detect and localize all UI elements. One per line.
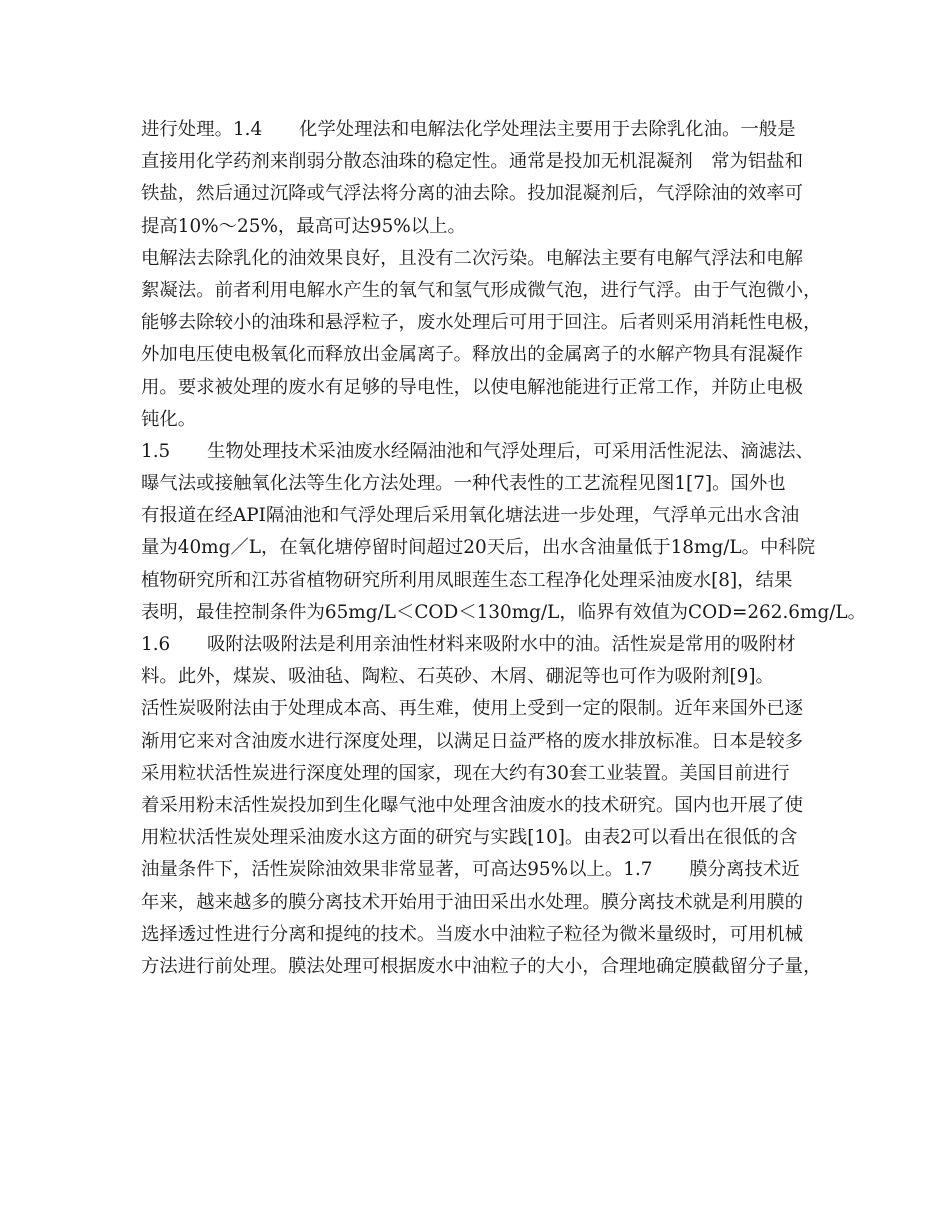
text-line: 外加电压使电极氧化而释放出金属离子。释放出的金属离子的水解产物具有混凝作: [141, 344, 804, 366]
text-line: 活性炭吸附法由于处理成本高、再生难，使用上受到一定的限制。近年来国外已逐: [141, 698, 804, 720]
text-line: 直接用化学药剂来削弱分散态油珠的稳定性。通常是投加无机混凝剂 常为铝盐和: [141, 151, 804, 173]
text-line: 选择透过性进行分离和提纯的技术。当废水中油粒子粒径为微米量级时，可用机械: [141, 923, 804, 945]
text-line: 用粒状活性炭处理采油废水这方面的研究与实践[10]。由表2可以看出在很低的含: [141, 827, 798, 849]
text-line: 进行处理。1.4 化学处理法和电解法化学处理法主要用于去除乳化油。一般是: [141, 119, 796, 140]
text-line: 铁盐，然后通过沉降或气浮法将分离的油去除。投加混凝剂后，气浮除油的效率可: [141, 183, 804, 205]
text-line: 方法进行前处理。膜法处理可根据废水中油粒子的大小，合理地确定膜截留分子量，: [141, 955, 822, 977]
text-line: 表明，最佳控制条件为65mg/L＜COD＜130mg/L，临界有效值为COD=262.6mg/L。: [141, 601, 867, 623]
text-line: 絮凝法。前者利用电解水产生的氧气和氢气形成微气泡，进行气浮。由于气泡微小，: [141, 279, 822, 301]
text-line: 油量条件下，活性炭除油效果非常显著，可高达95%以上。1.7 膜分离技术近: [141, 859, 800, 881]
text-line: 提高10%～25%，最高可达95%以上。: [141, 215, 466, 237]
text-line: 年来，越来越多的膜分离技术开始用于油田采出水处理。膜分离技术就是利用膜的: [141, 891, 804, 913]
text-line: 钝化。: [141, 408, 197, 430]
text-line: 采用粒状活性炭进行深度处理的国家，现在大约有30套工业装置。美国目前进行: [141, 762, 790, 784]
text-line: 植物研究所和江苏省植物研究所利用凤眼莲生态工程净化处理采油废水[8]，结果: [141, 569, 793, 591]
text-line: 用。要求被处理的废水有足够的导电性，以使电解池能进行正常工作，并防止电极: [141, 376, 804, 398]
text-line: 1.5 生物处理技术采油废水经隔油池和气浮处理后，可采用活性泥法、滴滤法、: [141, 440, 814, 462]
text-line: 量为40mg／L，在氧化塘停留时间超过20天后，出水含油量低于18mg/L。中科院: [141, 537, 816, 559]
text-line: 渐用它来对含油废水进行深度处理，以满足日益严格的废水排放标准。日本是较多: [141, 730, 804, 752]
text-line: 有报道在经API隔油池和气浮处理后采用氧化塘法进一步处理，气浮单元出水含油: [141, 505, 800, 527]
text-line: 着采用粉末活性炭投加到生化曝气池中处理含油废水的技术研究。国内也开展了使: [141, 794, 804, 816]
document-body: [141, 114, 867, 983]
text-line: 料。此外，煤炭、吸油毡、陶粒、石英砂、木屑、硼泥等也可作为吸附剂[9]。: [141, 666, 774, 688]
text-line: 曝气法或接触氧化法等生化方法处理。一种代表性的工艺流程见图1[7]。国外也: [141, 473, 786, 495]
text-line: 能够去除较小的油珠和悬浮粒子，废水处理后可用于回注。后者则采用消耗性电极，: [141, 312, 822, 334]
text-line: 1.6 吸附法吸附法是利用亲油性材料来吸附水中的油。活性炭是常用的吸附材: [141, 634, 796, 655]
text-line: 电解法去除乳化的油效果良好，且没有二次污染。电解法主要有电解气浮法和电解: [141, 247, 804, 269]
